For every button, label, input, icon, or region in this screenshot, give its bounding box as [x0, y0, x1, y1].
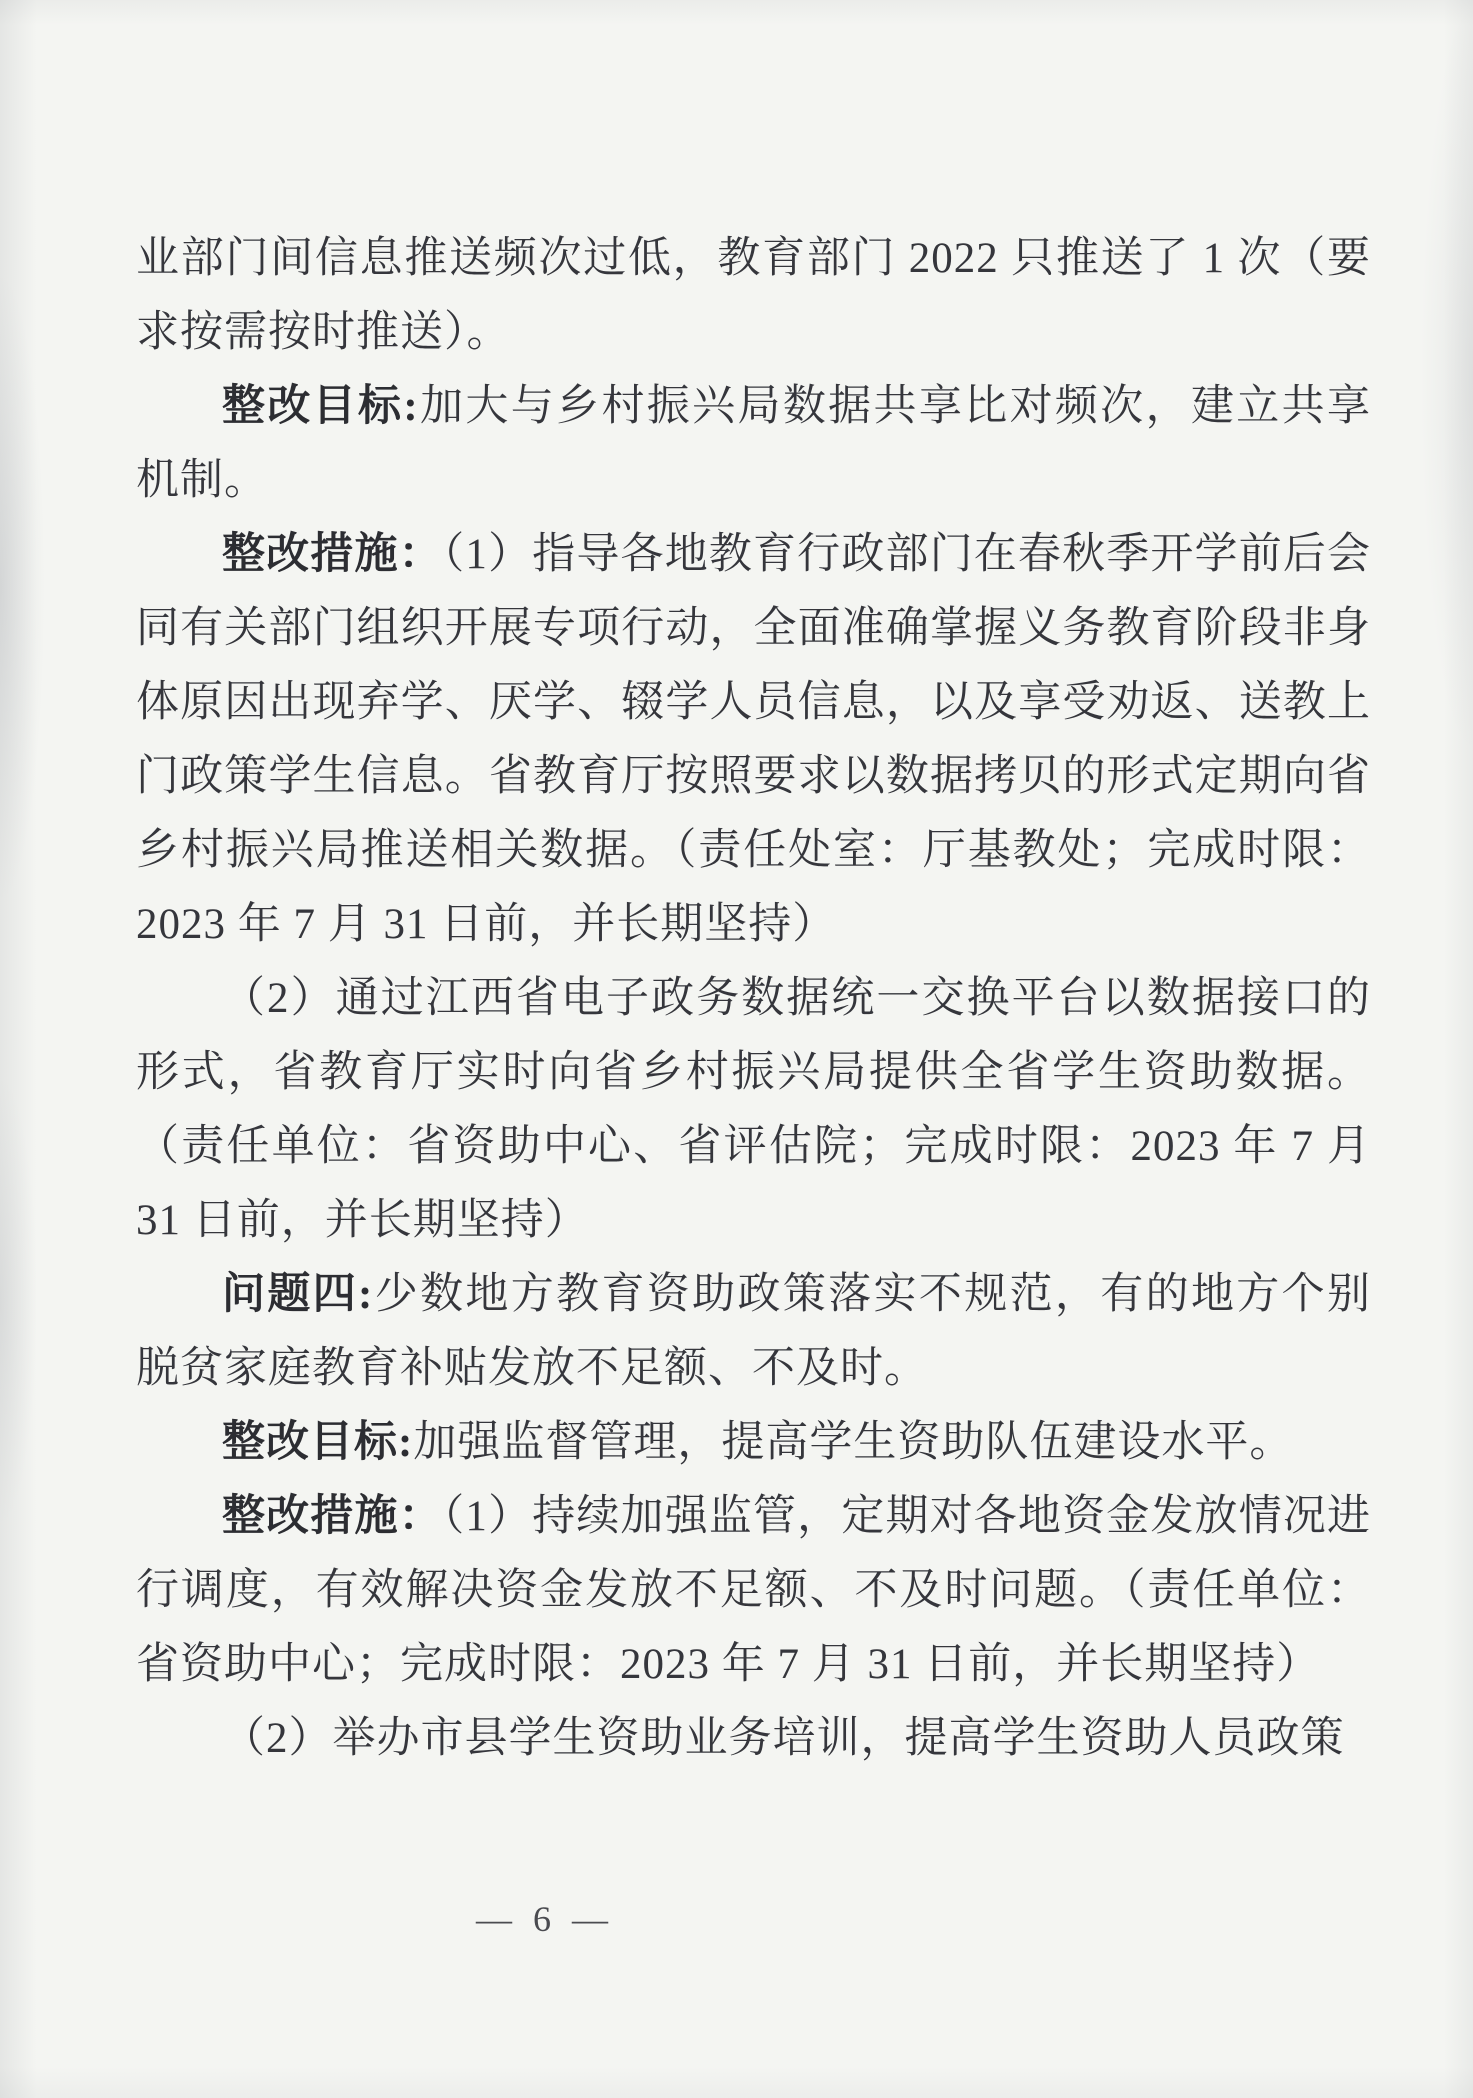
paragraph-measures-1	[136, 518, 1371, 962]
paragraph-text: 加强监督管理，提高学生资助队伍建设水平。	[413, 1419, 1294, 1466]
paragraph-measures-1-item-2	[136, 962, 1371, 1258]
paragraph-lead: 整改目标:	[222, 1419, 414, 1466]
paragraph-problem-4	[136, 1258, 1371, 1406]
document-body	[136, 222, 1371, 1776]
paragraph-continuation	[136, 222, 1371, 370]
paragraph-text: （2）通过江西省电子政务数据统一交换平台以数据接口的形式，省教育厅实时向省乡村振兴局提供全省学生资助数据。（责任单位：省资助中心、省评估院；完成时限：2023 年 7 月 31 日前，并长期坚持）	[136, 975, 1371, 1244]
paragraph-lead: 整改措施：	[222, 1493, 443, 1540]
paragraph-lead: 问题四:	[222, 1271, 374, 1318]
paragraph-text: 少数地方教育资助政策落实不规范，有的地方个别脱贫家庭教育补贴发放不足额、不及时。	[136, 1271, 1372, 1392]
paragraph-text: （1）指导各地教育行政部门在春秋季开学前后会同有关部门组织开展专项行动，全面准确掌握义务教育阶段非身体原因出现弃学、厌学、辍学人员信息，以及享受劝返、送教上门政策学生信息。省教育厅按照要求以数据拷贝的形式定期向省乡村振兴局推送相关数据。（责任处室：厅基教处；完成时限：2023 年 7 月 31 日前，并长期坚持）	[136, 531, 1372, 948]
paragraph-lead: 整改措施：	[222, 531, 443, 578]
paragraph-text: 加大与乡村振兴局数据共享比对频次，建立共享机制。	[136, 383, 1372, 504]
paragraph-measures-2-item-2	[136, 1702, 1371, 1776]
paragraph-text: （2）举办市县学生资助业务培训，提高学生资助人员政策	[222, 1715, 1345, 1762]
paragraph-measures-2	[136, 1480, 1371, 1702]
page-number: — 6 —	[476, 1899, 614, 1939]
paragraph-text: 业部门间信息推送频次过低，教育部门 2022 只推送了 1 次（要求按需按时推送）。	[136, 235, 1371, 356]
paragraph-lead: 整改目标:	[222, 383, 419, 430]
paragraph-goal-1	[136, 370, 1371, 518]
paragraph-text: （1）持续加强监管，定期对各地资金发放情况进行调度，有效解决资金发放不足额、不及时问题。（责任单位：省资助中心；完成时限：2023 年 7 月 31 日前，并长期坚持）	[136, 1493, 1372, 1688]
paragraph-goal-2	[136, 1406, 1371, 1480]
